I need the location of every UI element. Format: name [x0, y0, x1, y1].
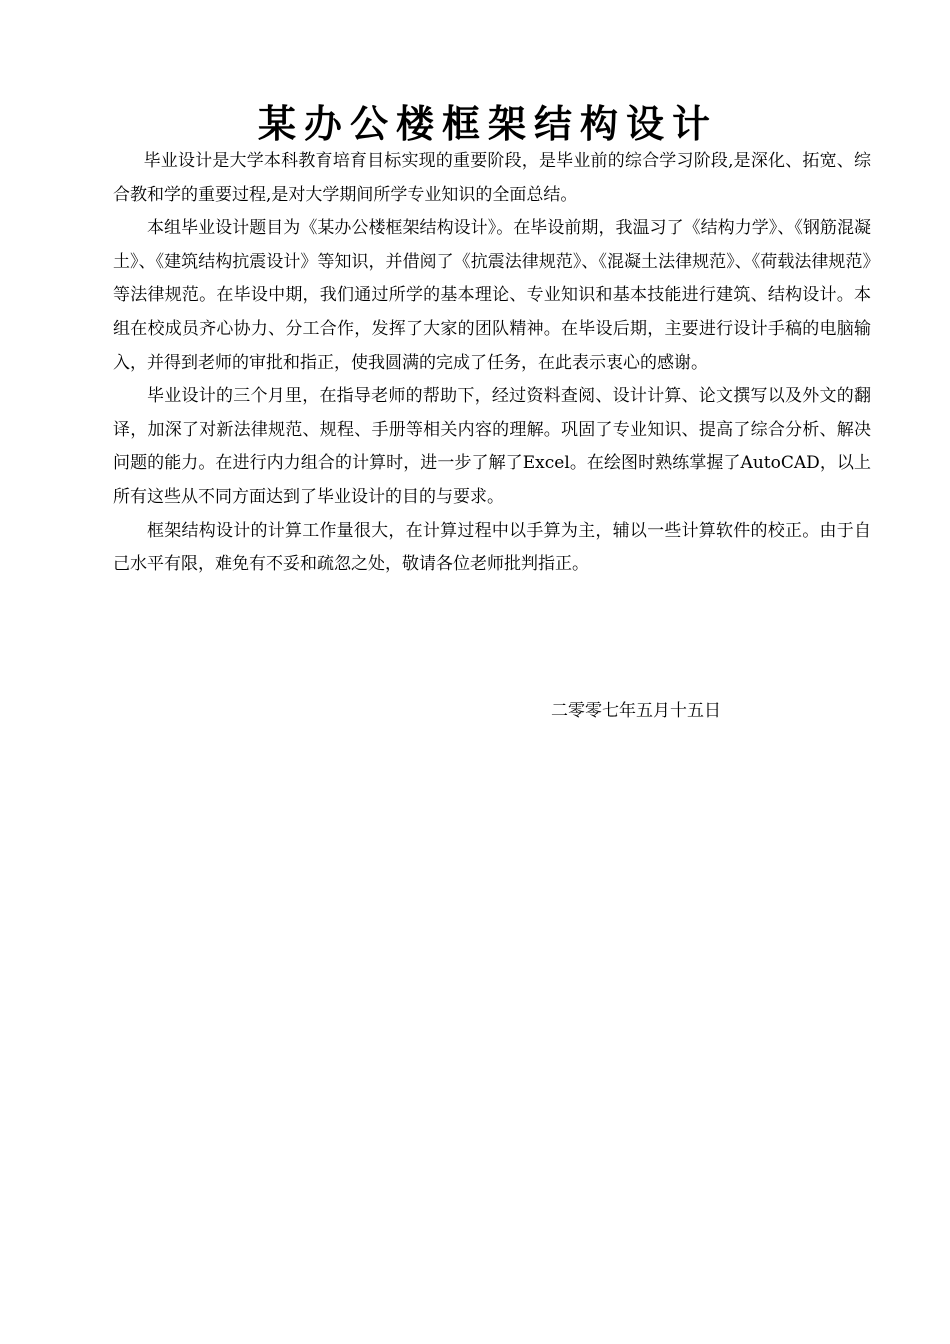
signature-date: 二零零七年五月十五日: [551, 701, 721, 721]
paragraph-3: 毕业设计的三个月里，在指导老师的帮助下，经过资料查阅、设计计算、论文撰写以及外文的翻译，加深了对新法律规范、规程、手册等相关内容的理解。巩固了专业知识、提高了综合分析、解决问题的能力。在进行内力组合的计算时，进一步了解了Excel。在绘图时熟练掌握了AutoCAD，以上所有这些从不同方面达到了毕业设计的目的与要求。: [113, 386, 871, 507]
document-body: [113, 145, 871, 582]
paragraph-2: 本组毕业设计题目为《某办公楼框架结构设计》。在毕设前期，我温习了《结构力学》、《钢筋混凝土》、《建筑结构抗震设计》等知识，并借阅了《抗震法律规范》、《混凝土法律规范》、《荷载法律规范》等法律规范。在毕设中期，我们通过所学的基本理论、专业知识和基本技能进行建筑、结构设计。本组在校成员齐心协力、分工合作，发挥了大家的团队精神。在毕设后期，主要进行设计手稿的电脑输入，并得到老师的审批和指正，使我圆满的完成了任务，在此表示衷心的感谢。: [113, 218, 871, 373]
paragraph-1: 毕业设计是大学本科教育培育目标实现的重要阶段，是毕业前的综合学习阶段,是深化、拓宽、综合教和学的重要过程,是对大学期间所学专业知识的全面总结。: [113, 151, 871, 205]
page-title: 某办公楼框架结构设计: [257, 102, 718, 146]
paragraph-4: 框架结构设计的计算工作量很大，在计算过程中以手算为主，辅以一些计算软件的校正。由于自己水平有限，难免有不妥和疏忽之处，敬请各位老师批判指正。: [113, 520, 871, 575]
